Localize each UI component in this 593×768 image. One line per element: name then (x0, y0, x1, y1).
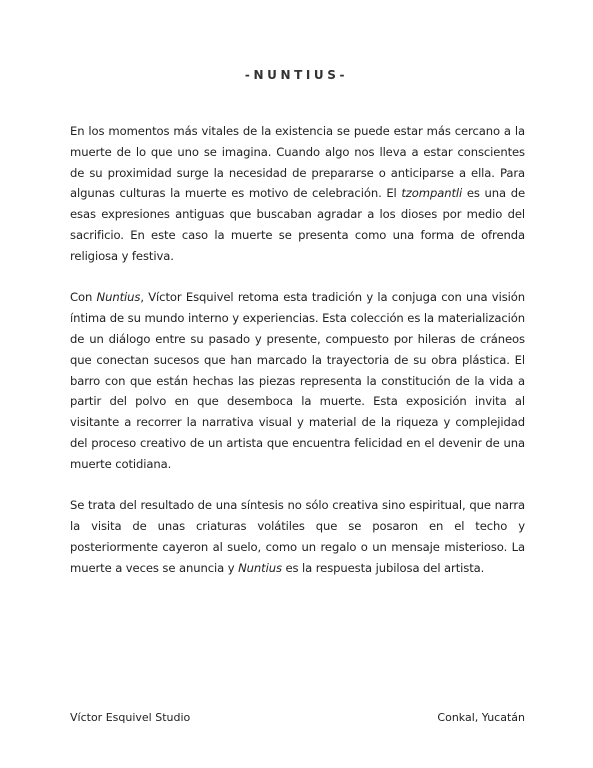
paragraph-text: Se trata del resultado de una síntesis no sólo creativa sino espiritual, que narra la visita de unas criaturas volátiles que se posaron en el techo y posteriormente cayeron al suelo, como un regalo o un mensaje misterioso. La muerte a veces se anuncia y (70, 498, 525, 575)
paragraph-3 (70, 495, 525, 578)
paragraph-text: En los momentos más vitales de la existencia se puede estar más cercano a la muerte de lo que uno se imagina. Cuando algo nos lleva a estar conscientes de su proximidad surge la necesidad de prepararse o anticiparse a ella. Para algunas culturas la muerte es motivo de celebración. El (70, 124, 525, 201)
italic-term: tzompantli (401, 186, 463, 201)
footer-location: Conkal, Yucatán (437, 711, 525, 724)
document-title: -NUNTIUS- (244, 68, 349, 82)
paragraph-2 (70, 287, 525, 474)
paragraph-text: Con (70, 290, 97, 305)
document-body (70, 121, 525, 599)
italic-term: Nuntius (238, 560, 282, 575)
paragraph-1 (70, 121, 525, 267)
paragraph-text: es una de esas expresiones antiguas que buscaban agradar a los dioses por medio del sacrificio. En este caso la muerte se presenta como una forma de ofrenda religiosa y festiva. (70, 186, 525, 263)
paragraph-text: es la respuesta jubilosa del artista. (281, 560, 485, 575)
paragraph-text: , Víctor Esquivel retoma esta tradición y la conjuga con una visión íntima de su mundo interno y experiencias. Esta colección es la materialización de un diálogo entre su pasado y presente, compuesto por hileras de cráneos que conectan sucesos que han marcado la trayectoria de su obra plástica. El barro con que están hechas las piezas representa la constitución de la vida a partir del polvo en que desemboca la muerte. Esta exposición invita al visitante a recorrer la narrativa visual y material de la riqueza y complejidad del proceso creativo de un artista que encuentra felicidad en el devenir de una muerte cotidiana. (70, 290, 525, 471)
italic-term: Nuntius (96, 290, 141, 305)
footer-studio-name: Víctor Esquivel Studio (70, 711, 191, 724)
page-footer (70, 711, 525, 724)
